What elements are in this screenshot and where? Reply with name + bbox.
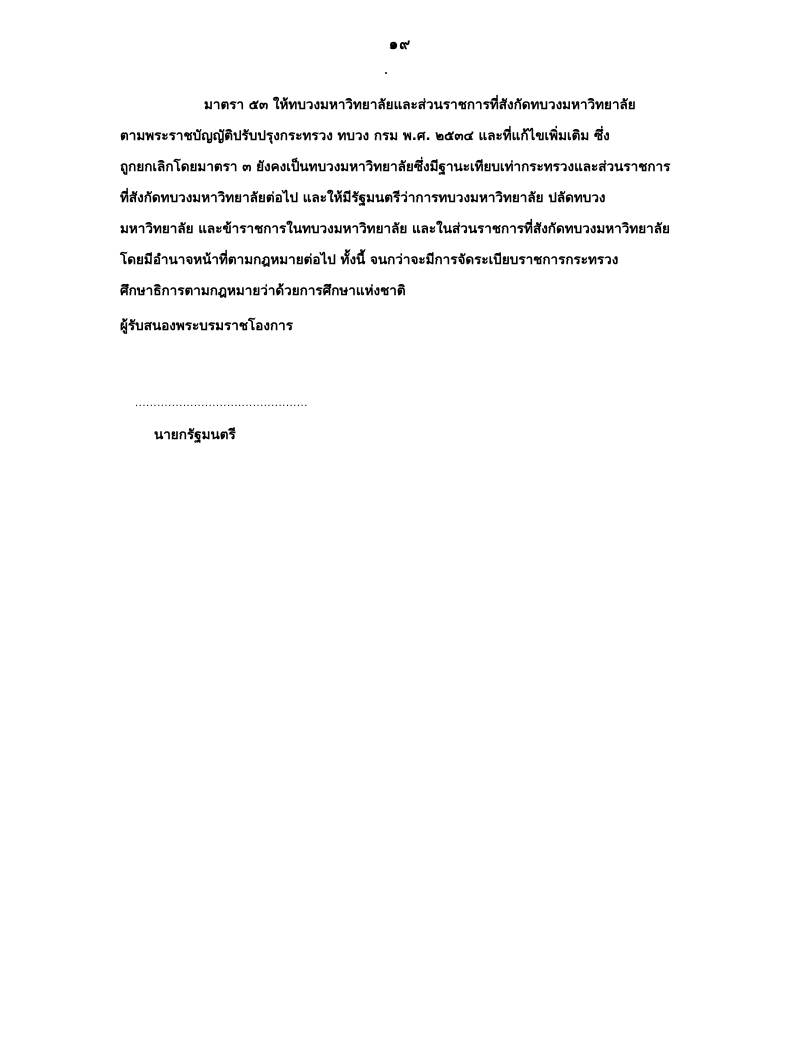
section-line-1: มาตรา ๕๓ ให้ทบวงมหาวิทยาลัยและส่วนราชการที่สังกัดทบวงมหาวิทยาลัย <box>204 97 636 113</box>
section-line-6: โดยมีอำนาจหน้าที่ตามกฎหมายต่อไป ทั้งนี้ จนกว่าจะมีการจัดระเบียบราชการกระทรวง <box>120 252 619 268</box>
countersign-heading: ผู้รับสนองพระบรมราชโองการ <box>120 318 293 334</box>
section-line-4: ที่สังกัดทบวงมหาวิทยาลัยต่อไป และให้มีรัฐมนตรีว่าการทบวงมหาวิทยาลัย ปลัดทบวง <box>120 190 606 206</box>
signatory-title: นายกรัฐมนตรี <box>154 427 236 443</box>
section-line-7: ศึกษาธิการตามกฎหมายว่าด้วยการศึกษาแห่งชาติ <box>120 283 406 299</box>
section-line-5: มหาวิทยาลัย และข้าราชการในทบวงมหาวิทยาลัย และในส่วนราชการที่สังกัดทบวงมหาวิทยาลัย <box>120 221 670 237</box>
section-line-3: ถูกยกเลิกโดยมาตรา ๓ ยังคงเป็นทบวงมหาวิทยาลัยซึ่งมีฐานะเทียบเท่ากระทรวงและส่วนราชการ <box>120 159 671 175</box>
section-53-body <box>120 90 695 307</box>
page-number: ๑๙ <box>388 35 412 53</box>
section-line-2: ตามพระราชบัญญัติปรับปรุงกระทรวง ทบวง กรม พ.ศ. ๒๕๓๔ และที่แก้ไขเพิ่มเติม ซึ่ง <box>120 128 610 144</box>
scan-speck <box>385 72 387 74</box>
signature-line: ............................................... <box>135 398 308 409</box>
